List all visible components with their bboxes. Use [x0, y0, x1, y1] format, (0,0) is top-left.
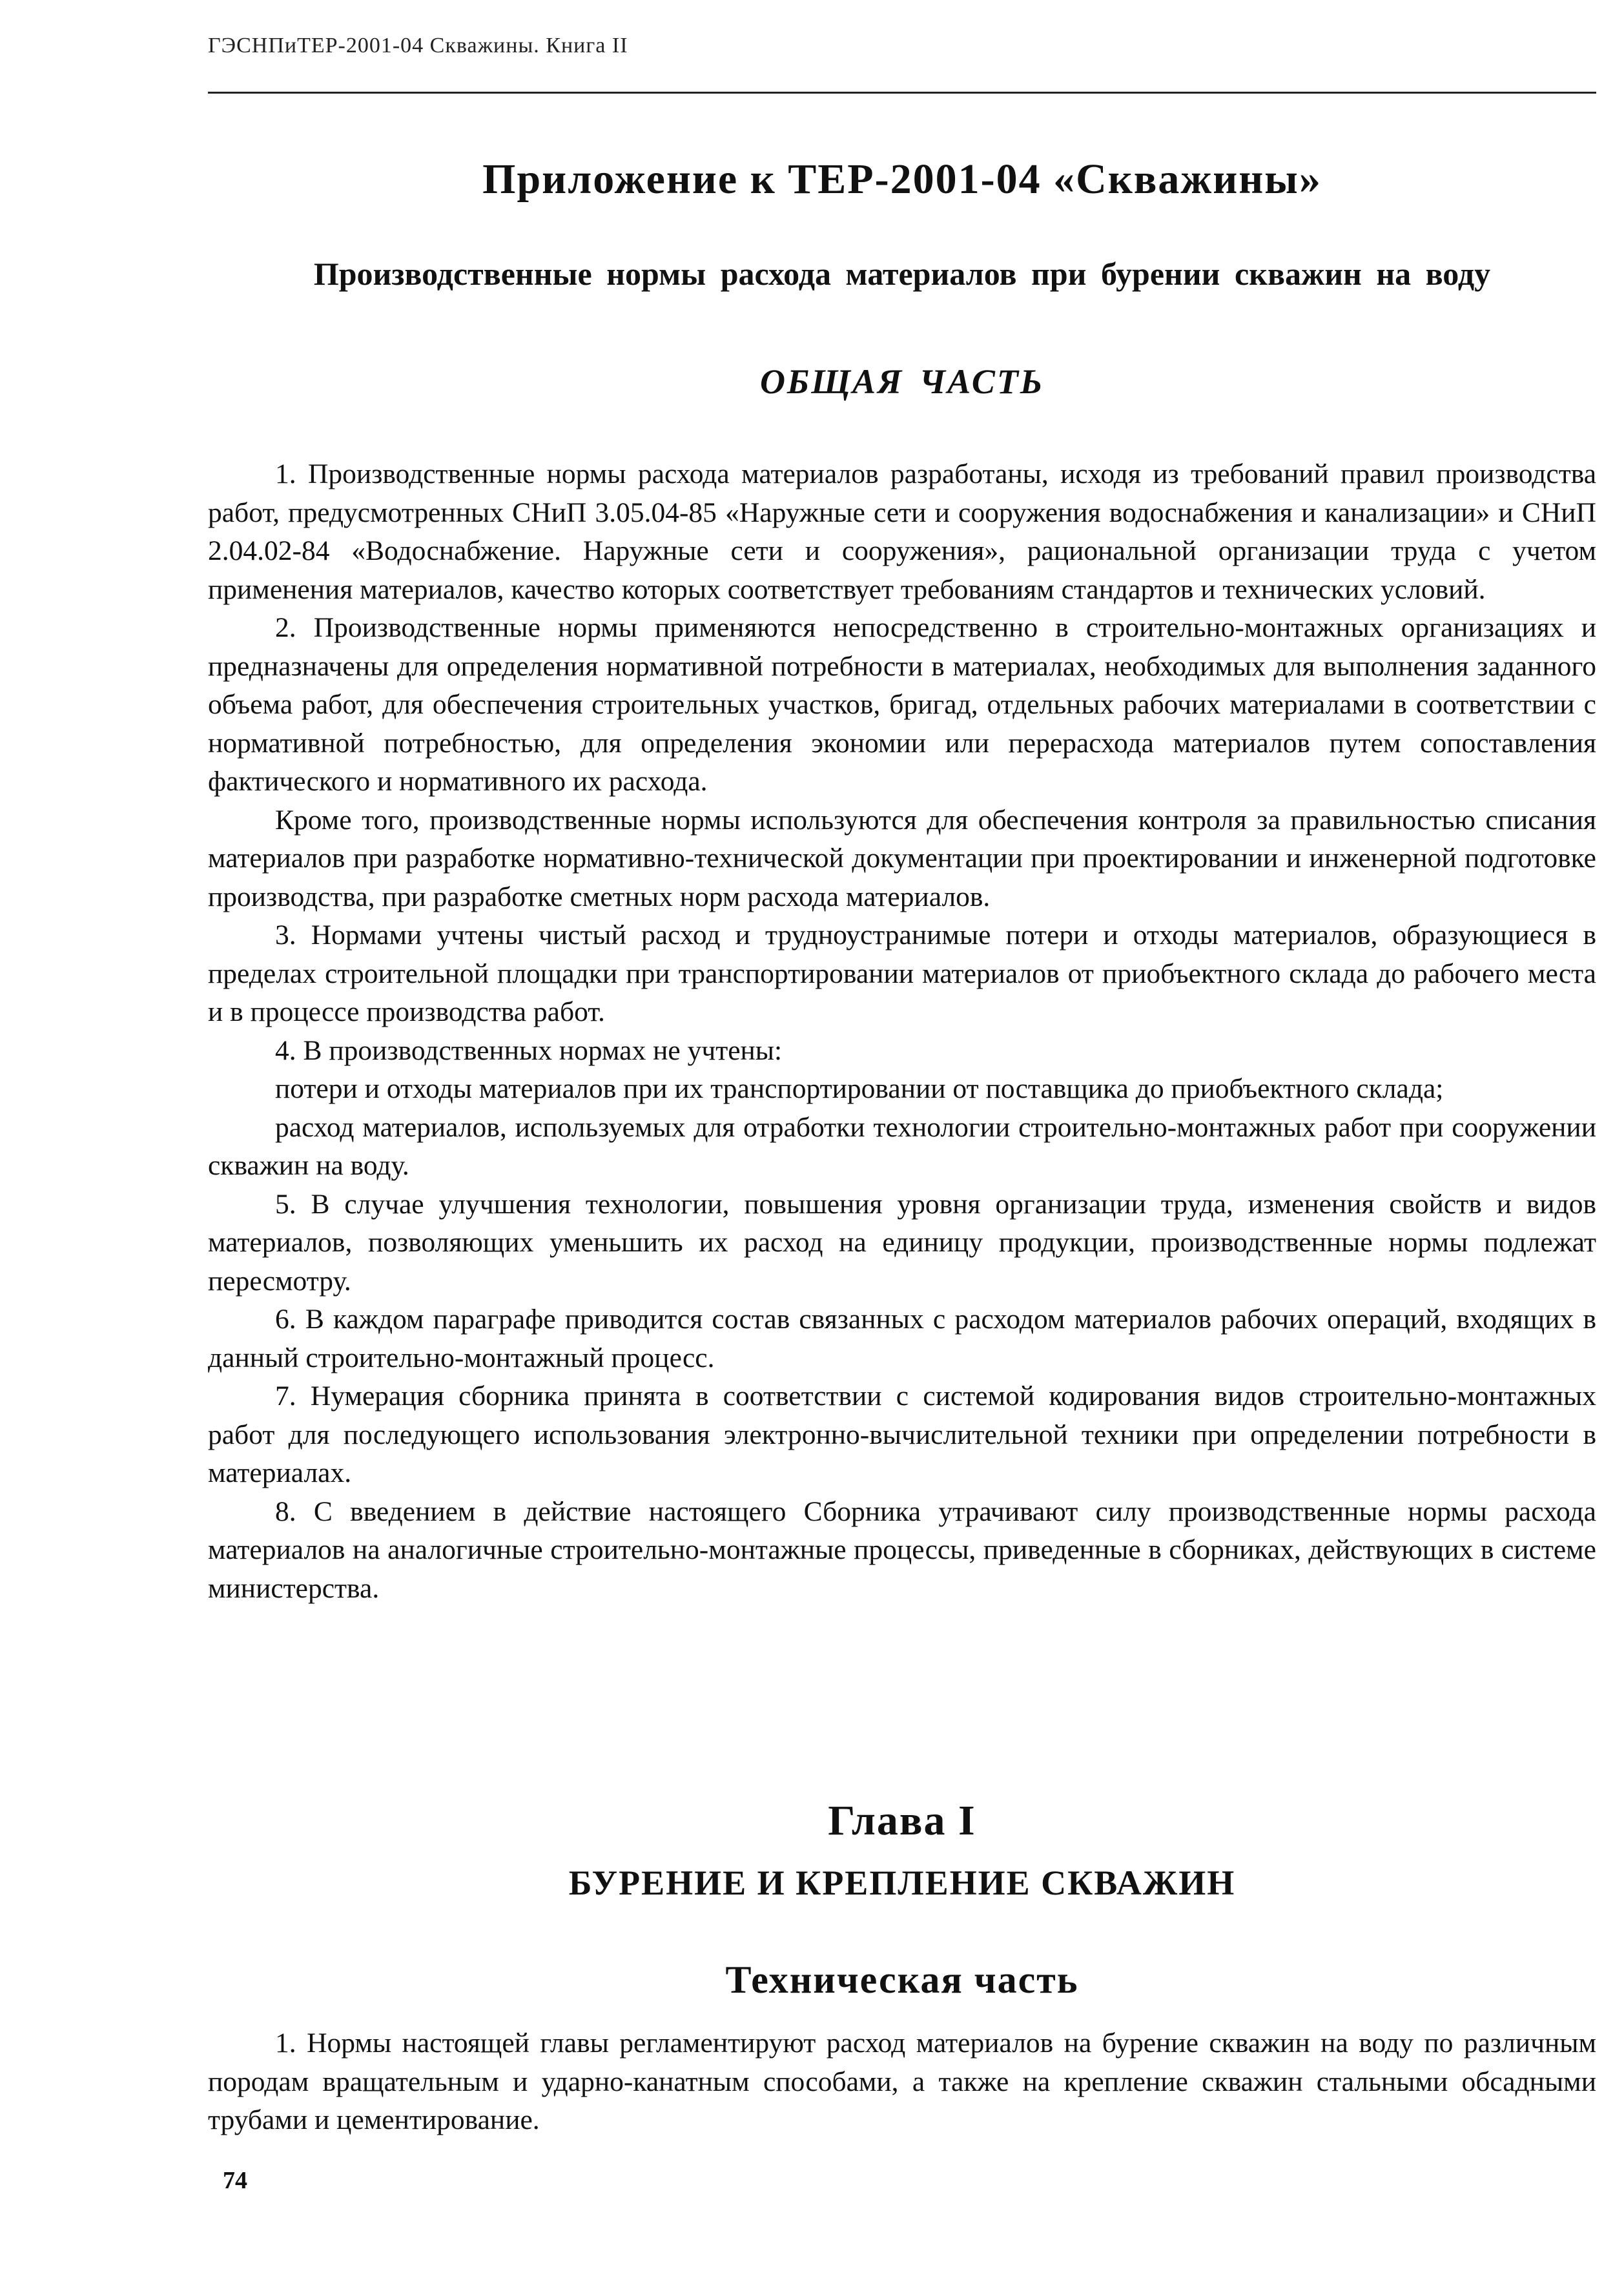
header-divider [208, 92, 1596, 94]
general-section-body [208, 455, 1596, 1608]
paragraph-4: 4. В производственных нормах не учтены: [275, 1034, 783, 1066]
technical-part-body [208, 2024, 1596, 2140]
technical-paragraph-1: 1. Нормы настоящей главы регламентируют расход материалов на бурение скважин на воду по различным породам вращательным и ударно-канатным способами, а также на крепление скважин стальными обсадными трубами и цементирование. [208, 2028, 1596, 2135]
technical-part-title: Техническая часть [725, 1958, 1079, 2001]
appendix-title: Приложение к ТЕР-2001-04 «Скважины» [482, 156, 1322, 203]
chapter-subtitle: БУРЕНИЕ И КРЕПЛЕНИЕ СКВАЖИН [568, 1864, 1236, 1902]
running-header: ГЭСНПиТЕР-2001-04 Скважины. Книга II [208, 34, 628, 57]
paragraph-4-item-1: потери и отходы материалов при их транспортировании от поставщика до приобъектного склада; [275, 1073, 1444, 1104]
paragraph-7: 7. Нумерация сборника принята в соответствии с системой кодирования видов строительно-монтажных работ для последующего использования электронно-вычислительной техники при определении потребности в материалах. [208, 1381, 1596, 1488]
paragraph-8: 8. С введением в действие настоящего Сборника утрачивают силу производственные нормы расхода материалов на аналогичные строительно-монтажные процессы, приведенные в сборниках, действующих в системе министерства. [208, 1495, 1596, 1604]
general-section-title: ОБЩАЯ ЧАСТЬ [759, 362, 1045, 401]
paragraph-3: 3. Нормами учтены чистый расход и трудноустранимые потери и отходы материалов, образующиеся в пределах строительной площадки при транспортировании материалов от приобъектного склада до рабочего места и в процессе производства работ. [208, 919, 1596, 1027]
paragraph-6: 6. В каждом параграфе приводится состав связанных с расходом материалов рабочих операций, входящих в данный строительно-монтажный процесс. [208, 1304, 1596, 1373]
paragraph-2: 2. Производственные нормы применяются непосредственно в строительно-монтажных организациях и предназначены для определения нормативной потребности в материалах, необходимых для выполнения заданного объема работ, для обеспечения строительных участков, бригад, отдельных рабочих материалами в соответствии с нормативной потребностью, для определения экономии или перерасхода материалов путем сопоставления фактического и нормативного их расхода. [208, 612, 1596, 797]
paragraph-1: 1. Производственные нормы расхода материалов разработаны, исходя из требований правил производства работ, предусмотренных СНиП 3.05.04-85 «Наружные сети и сооружения водоснабжения и канализации» и СНиП 2.04.02-84 «Водоснабжение. Наружные сети и сооружения», рациональной организации труда с учетом применения материалов, качество которых соответствует требованиям стандартов и технических условий. [208, 458, 1596, 605]
paragraph-5: 5. В случае улучшения технологии, повышения уровня организации труда, изменения свойств и видов материалов, позволяющих уменьшить их расход на единицу продукции, производственные нормы подлежат пересмотру. [208, 1188, 1596, 1297]
chapter-title: Глава I [828, 1797, 976, 1844]
document-subtitle: Производственные нормы расхода материалов при бурении скважин на воду [313, 256, 1491, 292]
paragraph-4-item-2: расход материалов, используемых для отработки технологии строительно-монтажных работ при сооружении скважин на воду. [208, 1111, 1596, 1181]
paragraph-2-continuation: Кроме того, производственные нормы используются для обеспечения контроля за правильностью списания материалов при разработке нормативно-технической документации при проектировании и инженерной подготовке производства, при разработке сметных норм расхода материалов. [208, 804, 1596, 912]
page-number: 74 [223, 2167, 247, 2194]
